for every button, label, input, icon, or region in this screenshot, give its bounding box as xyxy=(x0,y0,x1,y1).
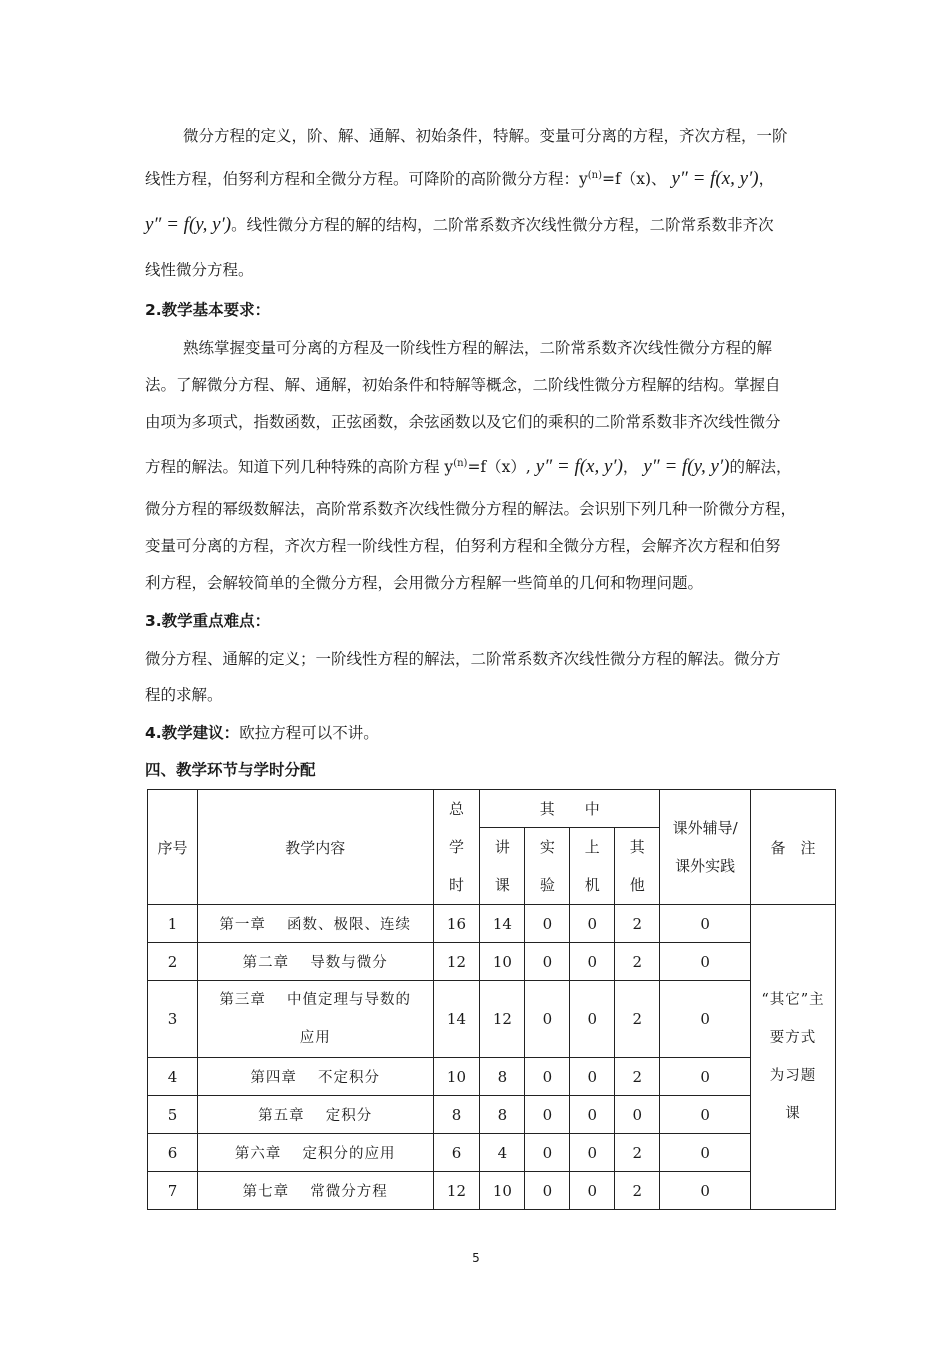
table-row: 6 第六章 定积分的应用 6 4 0 0 2 0 xyxy=(148,1134,836,1172)
math-formula: y″ = f(y, y′) xyxy=(145,214,232,235)
section-heading: 2.教学基本要求： xyxy=(145,301,271,319)
paragraph-line: 线性微分方程。 xyxy=(145,261,254,279)
paragraph-line: 微分方程、通解的定义；一阶线性方程的解法，二阶常系数齐次线性微分方程的解法。微分方 xyxy=(145,650,781,668)
paragraph-line: y″ = f(y, y′)。线性微分方程的解的结构，二阶常系数齐次线性微分方程，二阶常系数非齐次 xyxy=(145,214,774,235)
paragraph-line: 利方程，会解较简单的全微分方程，会用微分方程解一些简单的几何和物理问题。 xyxy=(145,574,704,592)
paragraph-line: 程的求解。 xyxy=(145,686,223,704)
header-experiment: 实 验 xyxy=(525,828,570,905)
table-row: 3 第三章 中值定理与导数的 应用 14 12 0 0 2 0 xyxy=(148,981,836,1058)
table-row: 7 第七章 常微分方程 12 10 0 0 2 0 xyxy=(148,1172,836,1210)
paragraph-line: 微分方程的定义，阶、解、通解、初始条件，特解。变量可分离的方程，齐次方程，一阶 xyxy=(183,127,788,145)
header-seq: 序号 xyxy=(148,790,198,905)
math-formula: y″ = f(y, y′) xyxy=(643,456,730,478)
paragraph-line: 微分方程的幂级数解法，高阶常系数齐次线性微分方程的解法。会识别下列几种一阶微分方程， xyxy=(145,500,797,518)
table-row: 5 第五章 定积分 8 8 0 0 0 0 xyxy=(148,1096,836,1134)
paragraph-line: 变量可分离的方程，齐次方程一阶线性方程，伯努利方程和全微分方程，会解齐次方程和伯努 xyxy=(145,537,781,555)
header-note: 备 注 xyxy=(751,790,836,905)
inline-heading: 4.教学建议： xyxy=(145,724,240,742)
header-among: 其 中 xyxy=(480,790,660,828)
header-content: 教学内容 xyxy=(197,790,433,905)
table-row: 2 第二章 导数与微分 12 10 0 0 2 0 xyxy=(148,943,836,981)
paragraph-line: 线性方程，伯努利方程和全微分方程。可降阶的高阶微分方程：$y^{(n)}=f(x)$、 y″ = f(x, y′)， xyxy=(145,168,775,190)
schedule-table xyxy=(147,789,836,1210)
paragraph-line: 4.教学建议：欧拉方程可以不讲。 xyxy=(145,724,379,742)
section-heading: 3.教学重点难点： xyxy=(145,612,271,630)
math-formula: y″ = f(x, y′) xyxy=(535,456,623,478)
table-row: 4 第四章 不定积分 10 8 0 0 2 0 xyxy=(148,1058,836,1096)
header-total-hours: 总 学 时 xyxy=(433,790,480,905)
header-other: 其 他 xyxy=(615,828,660,905)
header-computer: 上 机 xyxy=(570,828,615,905)
table-row: 1 第一章 函数、极限、连续 16 14 0 0 2 0 “其它”主 要方式 为习题 课 xyxy=(148,905,836,943)
page-number: 5 xyxy=(472,1251,480,1265)
paragraph-line: 熟练掌握变量可分离的方程及一阶线性方程的解法，二阶常系数齐次线性微分方程的解 xyxy=(183,339,773,357)
math-formula: y″ = f(x, y′) xyxy=(671,168,759,190)
header-extra: 课外辅导/ 课外实践 xyxy=(660,790,751,905)
section-title: 四、教学环节与学时分配 xyxy=(145,761,316,779)
note-cell: “其它”主 要方式 为习题 课 xyxy=(751,905,836,1210)
header-lecture: 讲 课 xyxy=(480,828,525,905)
paragraph-line: 法。了解微分方程、解、通解，初始条件和特解等概念，二阶线性微分方程解的结构。掌握自 xyxy=(145,376,781,394)
paragraph-line: 由项为多项式，指数函数，正弦函数，余弦函数以及它们的乘积的二阶常系数非齐次线性微分 xyxy=(145,413,781,431)
paragraph-line: 方程的解法。知道下列几种特殊的高阶方程 $y^{(n)}=f(x)$, y″ = f(x, y′)， y″ = f(y, y′)的解法， xyxy=(145,456,792,478)
